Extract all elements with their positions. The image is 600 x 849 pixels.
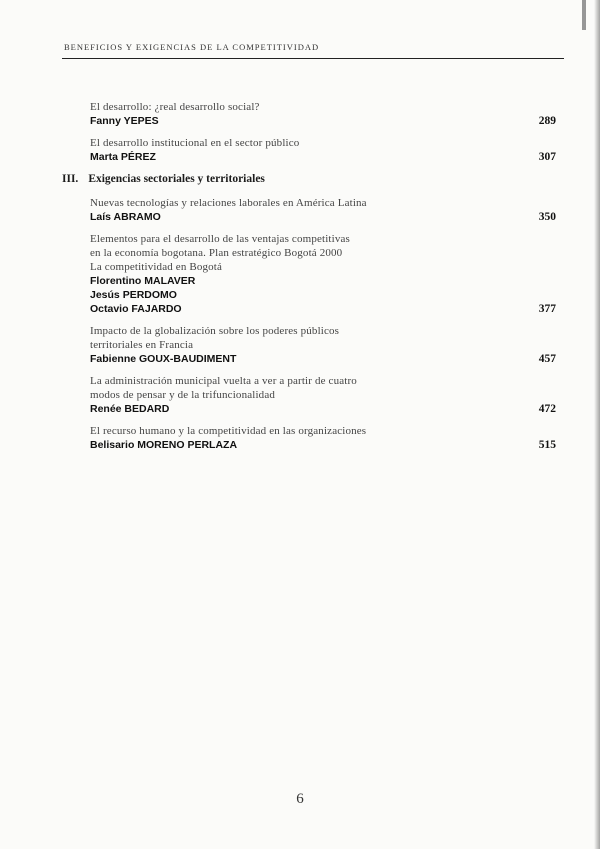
- entry-title-line: Impacto de la globalización sobre los poderes públicos: [90, 325, 340, 337]
- entry-author: Laís ABRAMO: [90, 211, 161, 223]
- entry-author: Jesús PERDOMO: [90, 289, 177, 301]
- entry-author: Octavio FAJARDO: [90, 303, 182, 315]
- table-of-contents: [62, 100, 556, 460]
- entry-author: Florentino MALAVER: [90, 275, 196, 287]
- entry-author: Fanny YEPES: [90, 115, 159, 127]
- entry-author: Marta PÉREZ: [90, 151, 156, 163]
- toc-entry: [62, 374, 556, 416]
- page-number: 6: [296, 791, 304, 807]
- toc-entry: [62, 424, 556, 452]
- toc-entry: [62, 324, 556, 366]
- entry-author: Fabienne GOUX-BAUDIMENT: [90, 353, 237, 365]
- toc-entry: [62, 100, 556, 128]
- entry-title-line: territoriales en Francia: [90, 339, 194, 351]
- entry-author: Renée BEDARD: [90, 403, 170, 415]
- running-head: BENEFICIOS Y EXIGENCIAS DE LA COMPETITIVIDAD: [64, 42, 320, 52]
- section-heading: [62, 172, 556, 186]
- section-title: Exigencias sectoriales y territoriales: [88, 173, 265, 185]
- entry-page-number: 307: [538, 151, 556, 163]
- toc-entries-after-section: [62, 196, 556, 452]
- entry-page-number: 377: [538, 303, 556, 315]
- entry-page-number: 289: [538, 115, 556, 127]
- entry-page-number: 457: [538, 353, 556, 365]
- entry-title-line: El desarrollo institucional en el sector público: [90, 137, 300, 149]
- entry-title-line: modos de pensar y de la trifuncionalidad: [90, 389, 276, 401]
- toc-entry: [62, 196, 556, 224]
- toc-entries-before-section: [62, 100, 556, 164]
- entry-page-number: 472: [538, 403, 556, 415]
- page-edge-mark: [582, 0, 586, 30]
- entry-title-line: El desarrollo: ¿real desarrollo social?: [90, 101, 260, 113]
- toc-entry: [62, 136, 556, 164]
- page-edge-shadow: [594, 0, 600, 849]
- entry-title-line: en la economía bogotana. Plan estratégico Bogotá 2000: [90, 247, 343, 259]
- entry-title-line: La competitividad en Bogotá: [90, 261, 223, 273]
- toc-entry: [62, 232, 556, 316]
- entry-title-line: Elementos para el desarrollo de las ventajas competitivas: [90, 233, 350, 245]
- entry-title-line: Nuevas tecnologías y relaciones laborales en América Latina: [90, 197, 367, 209]
- entry-page-number: 515: [538, 439, 556, 451]
- entry-title-line: La administración municipal vuelta a ver a partir de cuatro: [90, 375, 357, 387]
- header-rule: [62, 58, 564, 59]
- section-number: III.: [62, 173, 79, 185]
- entry-title-line: El recurso humano y la competitividad en las organizaciones: [90, 425, 367, 437]
- entry-page-number: 350: [538, 211, 556, 223]
- entry-author: Belisario MORENO PERLAZA: [90, 439, 238, 451]
